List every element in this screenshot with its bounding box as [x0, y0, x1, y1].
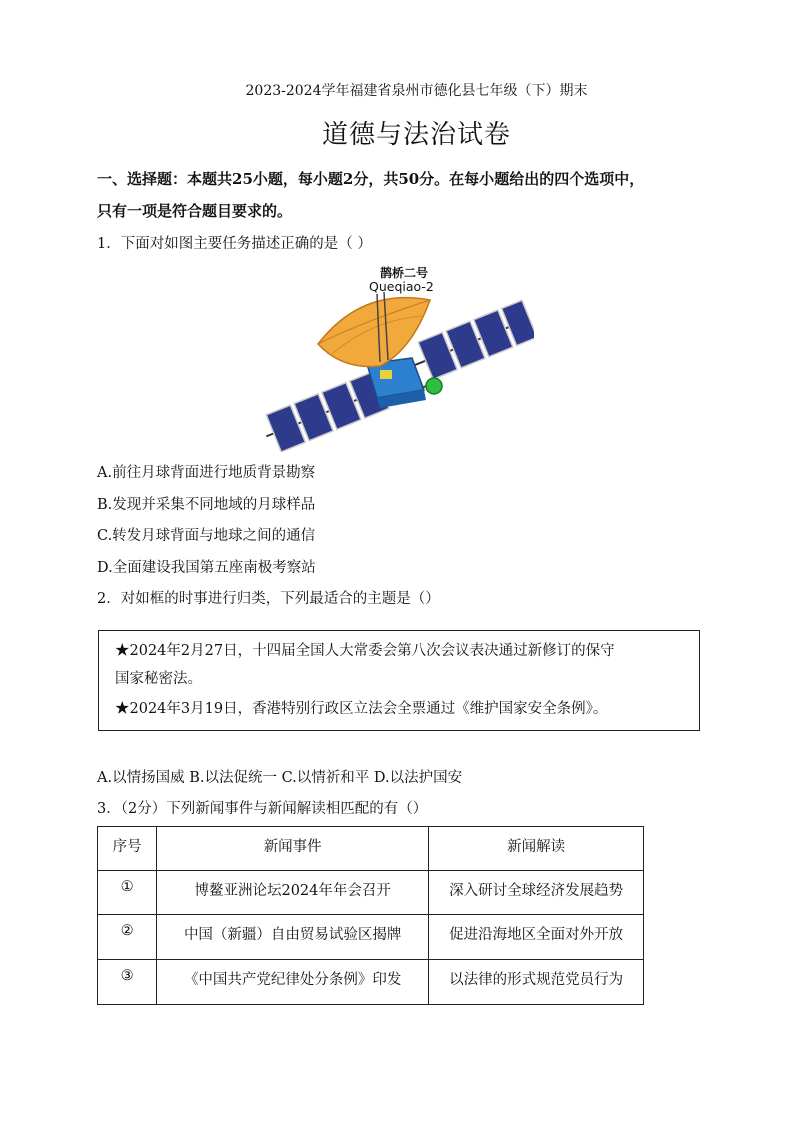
table-cell: ①: [98, 871, 157, 915]
table-cell: 《中国共产党纪律处分条例》印发: [157, 960, 429, 1005]
news-box-line-3: ★2024年3月19日，香港特别行政区立法会全票通过《维护国家安全条例》。: [115, 701, 608, 717]
green-antenna: [422, 378, 442, 394]
news-box-line-2: 国家秘密法。: [115, 671, 202, 687]
news-box: [98, 630, 700, 731]
question-1-stem: 1．下面对如图主要任务描述正确的是（ ）: [97, 236, 372, 252]
antenna-dish: [318, 292, 430, 367]
q1-option-b: B.发现并采集不同地域的月球样品: [97, 497, 316, 513]
table-row: [98, 871, 644, 915]
table-cell: 深入研讨全球经济发展趋势: [429, 871, 644, 915]
news-box-line-1: ★2024年2月27日，十四届全国人大常委会第八次会议表决通过新修订的保守: [115, 643, 615, 659]
table-cell: ③: [98, 960, 157, 1005]
table-cell: 以法律的形式规范党员行为: [429, 960, 644, 1005]
table-cell: 博鳌亚洲论坛2024年年会召开: [157, 871, 429, 915]
question-2-stem: 2．对如框的时事进行归类，下列最适合的主题是（）: [97, 591, 440, 607]
table-cell: ②: [98, 915, 157, 960]
section-heading-line1: 一、选择题：本题共25小题，每小题2分，共50分。在每小题给出的四个选项中，: [97, 170, 645, 188]
satellite-image: [262, 292, 534, 452]
q1-option-a: A.前往月球背面进行地质背景勘察: [97, 465, 316, 481]
q2-options: A.以情扬国威 B.以法促统一 C.以情祈和平 D.以法护国安: [97, 770, 463, 786]
table-cell: 促进沿海地区全面对外开放: [429, 915, 644, 960]
q1-option-d: D.全面建设我国第五座南极考察站: [97, 560, 316, 576]
section-heading-line2: 只有一项是符合题目要求的。: [97, 202, 293, 220]
exam-subtitle: 2023-2024学年福建省泉州市德化县七年级（下）期末: [245, 83, 588, 99]
table-header-cell: 新闻事件: [157, 827, 429, 871]
satellite-label-cn: 鹊桥二号: [380, 266, 429, 280]
exam-title: 道德与法治试卷: [321, 120, 511, 150]
table-header-row: [98, 827, 644, 871]
satellite-label-en: Queqiao-2: [369, 279, 434, 294]
table-header-cell: 新闻解读: [429, 827, 644, 871]
q1-option-c: C.转发月球背面与地球之间的通信: [97, 528, 316, 544]
question-3-stem: 3．（2分）下列新闻事件与新闻解读相匹配的有（）: [97, 801, 428, 817]
table-header-cell: 序号: [98, 827, 157, 871]
table-cell: 中国（新疆）自由贸易试验区揭牌: [157, 915, 429, 960]
table-row: [98, 960, 644, 1005]
table-row: [98, 915, 644, 960]
news-table: [97, 826, 644, 1005]
